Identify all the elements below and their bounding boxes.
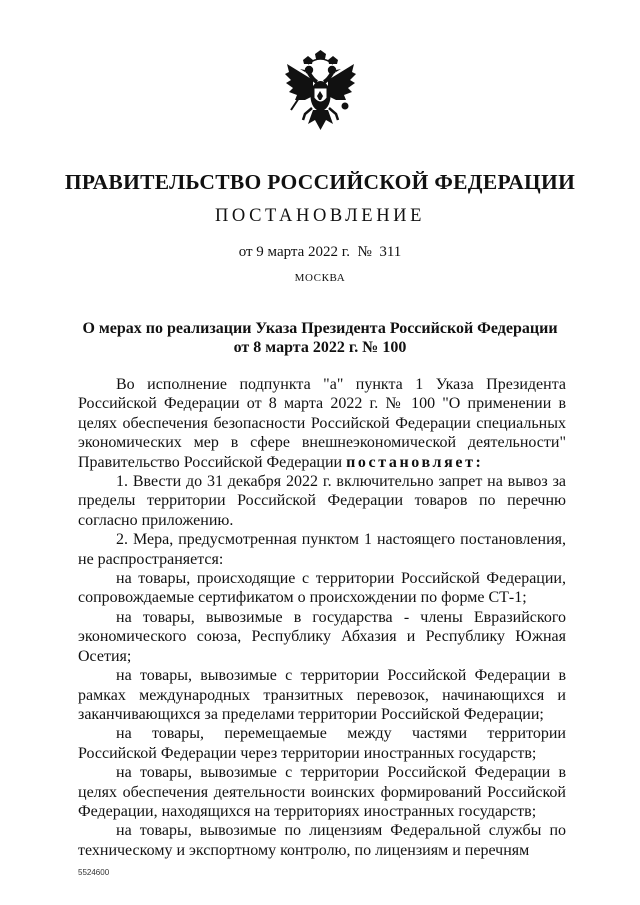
document-subject bbox=[60, 319, 580, 357]
subject-line-2: от 8 марта 2022 г. № 100 bbox=[233, 339, 407, 356]
document-date: от 9 марта 2022 г. bbox=[238, 244, 351, 260]
document-date-line bbox=[0, 244, 640, 261]
resolves-word: постановляет: bbox=[346, 453, 484, 471]
document-type: ПОСТАНОВЛЕНИЕ bbox=[214, 206, 426, 226]
paragraph-6: на товары, перемещаемые между частями территории Российской Федерации через территории иностранных государств; bbox=[78, 725, 566, 762]
paragraph-8: на товары, вывозимые по лицензиям Федеральной службы по техническому и экспортному контролю, по лицензиям и перечням bbox=[78, 822, 566, 859]
document-barcode-number: 5524600 bbox=[78, 868, 110, 877]
document-number-label: № bbox=[357, 244, 372, 260]
document-number: 311 bbox=[379, 244, 402, 260]
document-body bbox=[78, 375, 566, 860]
paragraph-5: на товары, вывозимые с территории Российской Федерации в рамках международных транзитных перевозок, начинающихся и заканчивающихся за пределами территории Российской Федерации; bbox=[78, 667, 566, 723]
paragraph-7: на товары, вывозимые с территории Российской Федерации в целях обеспечения деятельности воинских формирований Российской Федерации, находящихся на территориях иностранных государств; bbox=[78, 764, 566, 820]
coat-of-arms-icon bbox=[283, 50, 358, 142]
subject-line-1: О мерах по реализации Указа Президента Российской Федерации bbox=[82, 320, 558, 337]
paragraph-3: на товары, происходящие с территории Российской Федерации, сопровождаемые сертификатом о происхождении по форме СТ-1; bbox=[78, 570, 566, 607]
paragraph-2: 2. Мера, предусмотренная пунктом 1 настоящего постановления, не распространяется: bbox=[78, 531, 566, 568]
paragraph-1: 1. Ввести до 31 декабря 2022 г. включительно запрет на вывоз за пределы территории Российской Федерации товаров по перечню согласно приложению. bbox=[78, 473, 566, 529]
intro-paragraph bbox=[78, 375, 566, 472]
paragraph-4: на товары, вывозимые в государства - члены Евразийского экономического союза, Республику Абхазия и Республику Южная Осетия; bbox=[78, 608, 566, 665]
intro-text: Во исполнение подпункта "а" пункта 1 Указа Президента Российской Федерации от 8 марта 2022 г. № 100 "О применении в целях обеспечения безопасности Российской Федерации специальных экономических мер в сфере внешнеэкономической деятельности" Правительство Российской Федерации bbox=[78, 376, 566, 471]
document-city: МОСКВА bbox=[294, 272, 346, 284]
government-title: ПРАВИТЕЛЬСТВО РОССИЙСКОЙ ФЕДЕРАЦИИ bbox=[64, 170, 576, 194]
